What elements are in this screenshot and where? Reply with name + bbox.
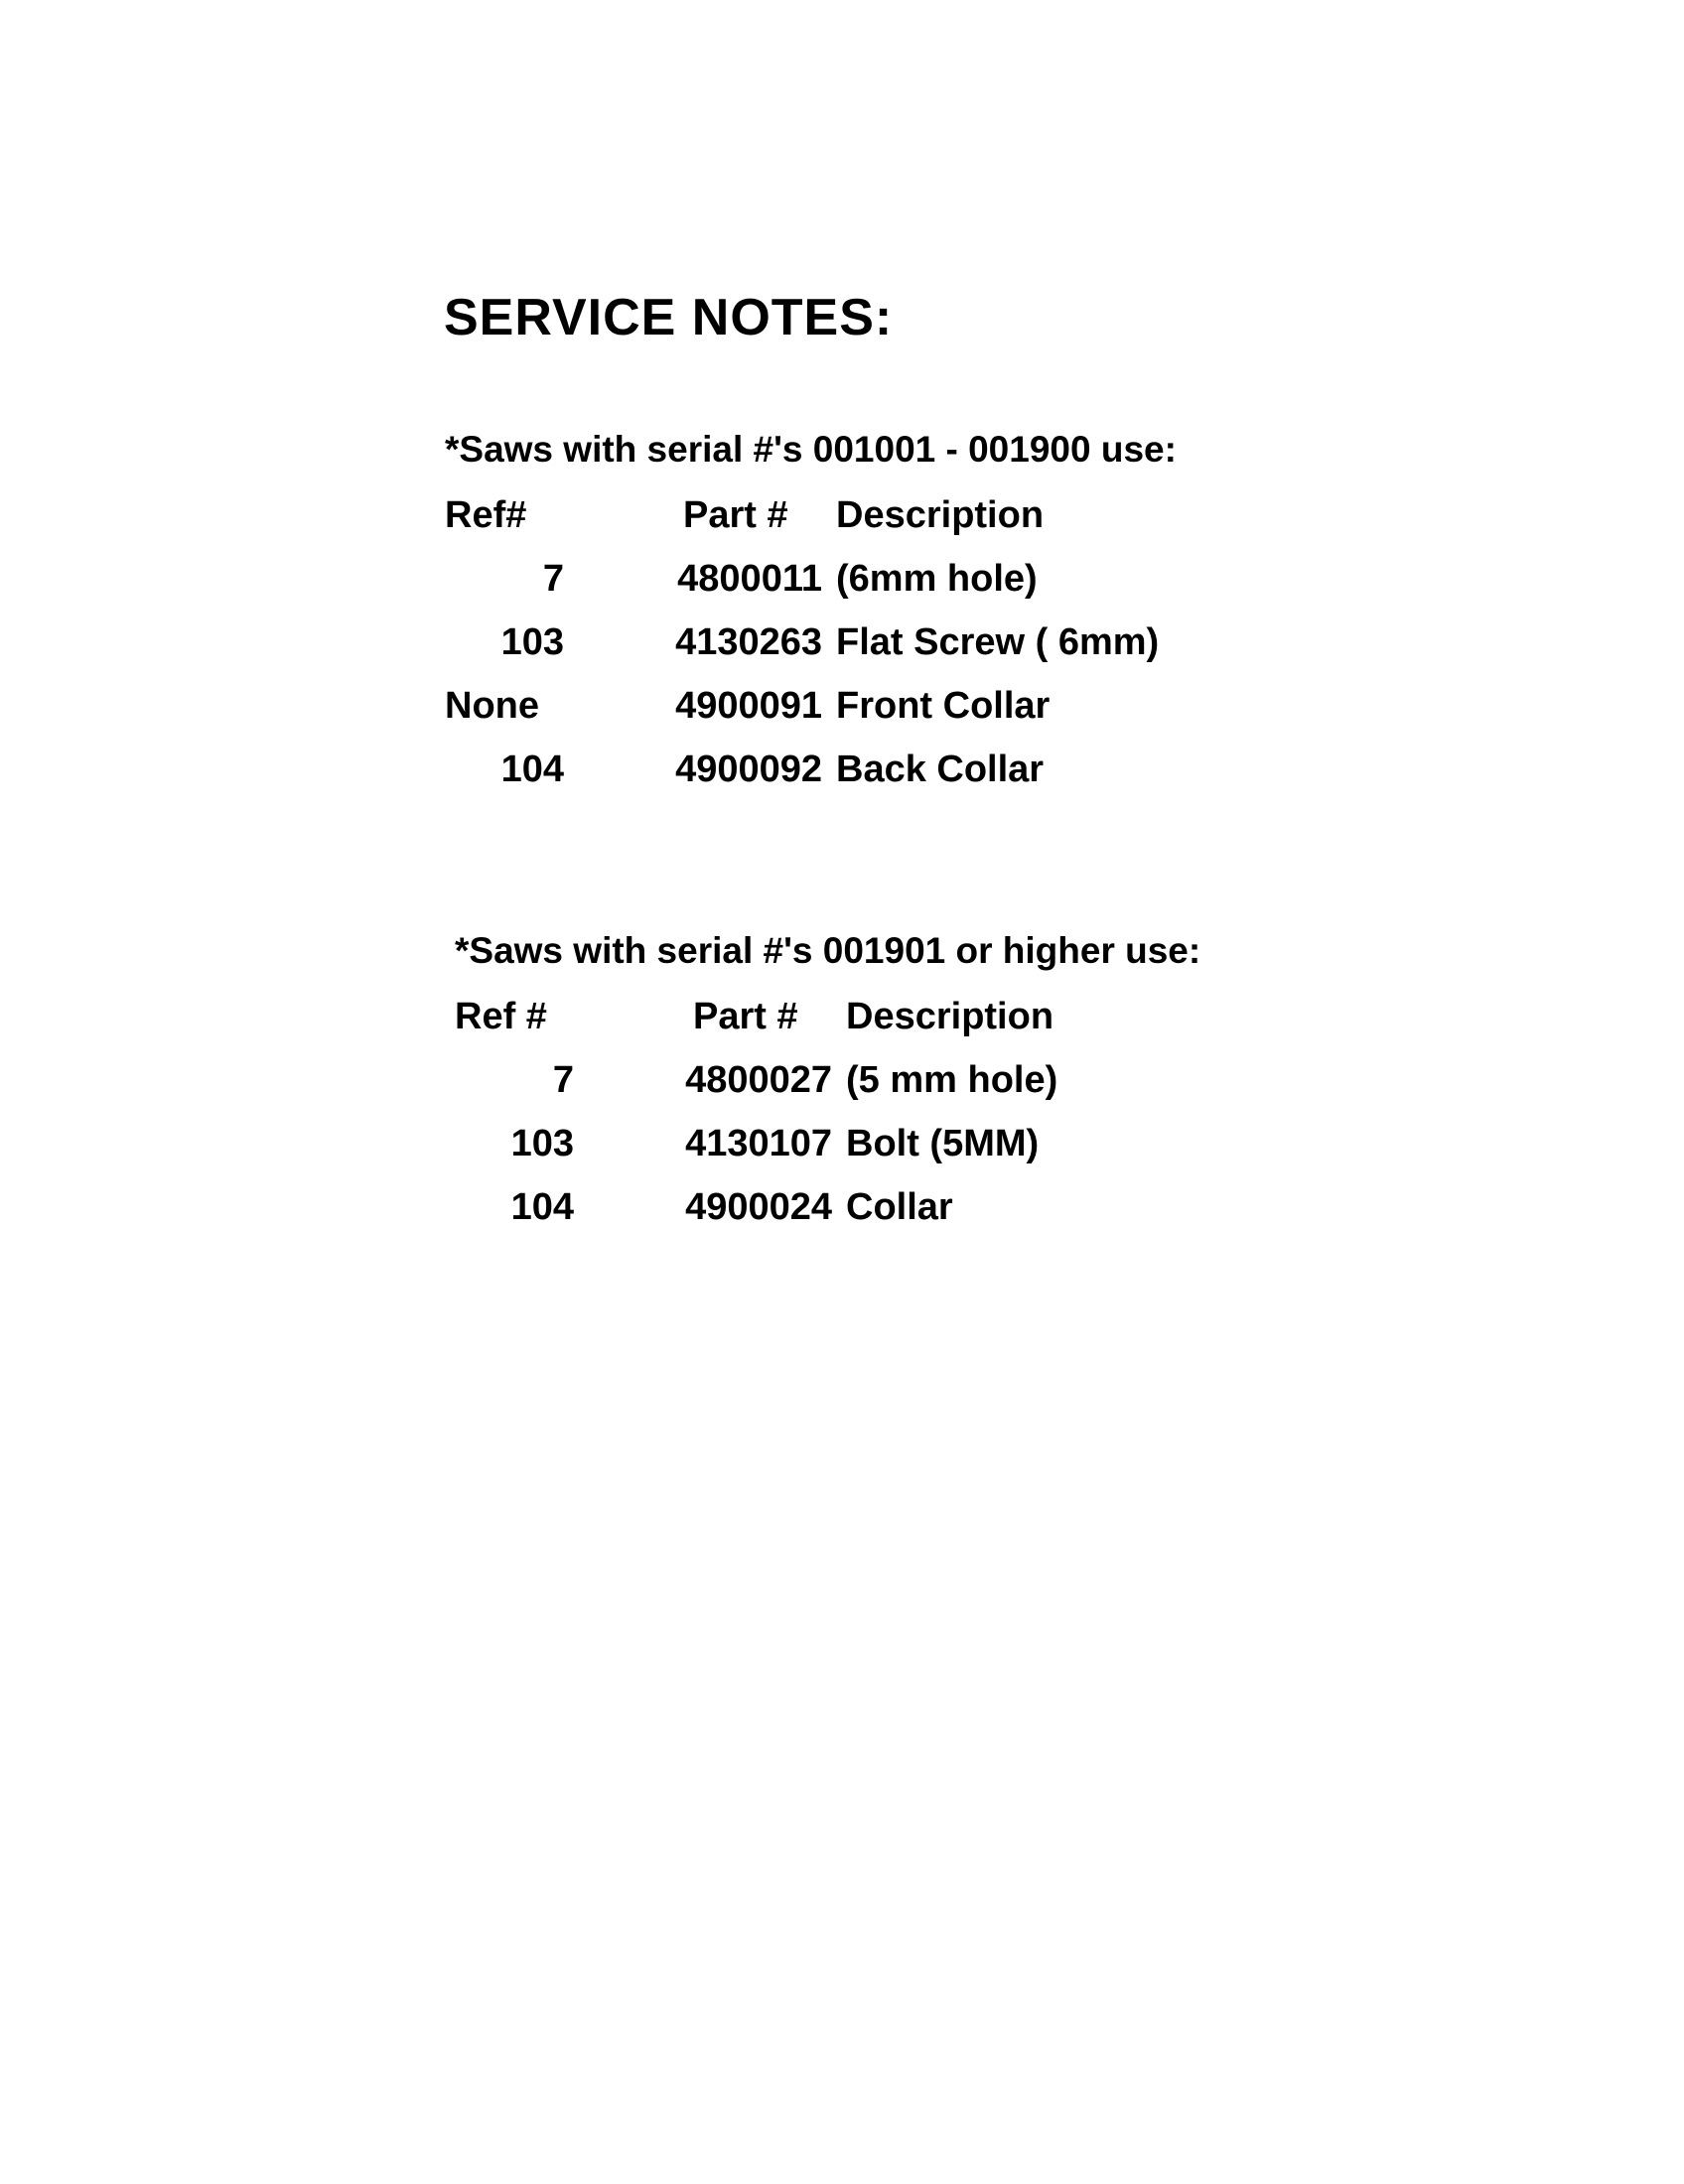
description-cell: (5 mm hole) (846, 1059, 1058, 1101)
service-note-section-1 (445, 422, 1438, 801)
ref-cell: None (445, 685, 539, 727)
part-cell: 4900024 (685, 1186, 832, 1228)
description-cell: (6mm hole) (836, 558, 1038, 600)
column-header-part: Part # (683, 494, 788, 536)
ref-cell: 7 (542, 558, 564, 600)
ref-cell: 103 (500, 621, 564, 663)
column-header-description: Description (846, 996, 1054, 1037)
ref-cell: 104 (510, 1186, 574, 1228)
ref-cell: 103 (510, 1123, 574, 1164)
table-row (445, 611, 1159, 674)
section-heading: *Saws with serial #'s 001001 - 001900 use: (445, 429, 1177, 470)
description-cell: Bolt (5MM) (846, 1123, 1040, 1164)
part-cell: 4130263 (675, 621, 822, 663)
column-header-ref: Ref# (445, 494, 527, 536)
table-row (445, 738, 1159, 801)
table-row (455, 1048, 1057, 1112)
column-header-ref: Ref # (455, 996, 547, 1037)
part-cell: 4900091 (675, 685, 822, 727)
page-title: SERVICE NOTES: (444, 289, 894, 346)
ref-cell: 7 (552, 1059, 574, 1101)
parts-table (455, 985, 1057, 1239)
section-heading: *Saws with serial #'s 001901 or higher use: (455, 930, 1201, 971)
description-cell: Collar (846, 1186, 953, 1228)
description-cell: Front Collar (836, 685, 1051, 727)
table-header-row (455, 985, 1057, 1048)
part-cell: 4800011 (677, 558, 822, 600)
description-cell: Back Collar (836, 749, 1045, 790)
table-row (455, 1112, 1057, 1175)
part-cell: 4900092 (675, 749, 822, 790)
description-cell: Flat Screw ( 6mm) (836, 621, 1160, 663)
table-row (445, 547, 1159, 611)
column-header-description: Description (836, 494, 1045, 536)
part-cell: 4130107 (685, 1123, 832, 1164)
parts-table (445, 483, 1159, 801)
table-row (445, 674, 1159, 738)
table-row (455, 1175, 1057, 1239)
table-header-row (445, 483, 1159, 547)
service-note-section-2 (455, 923, 1448, 1239)
ref-cell: 104 (500, 749, 564, 790)
column-header-part: Part # (693, 996, 798, 1037)
part-cell: 4800027 (685, 1059, 832, 1101)
